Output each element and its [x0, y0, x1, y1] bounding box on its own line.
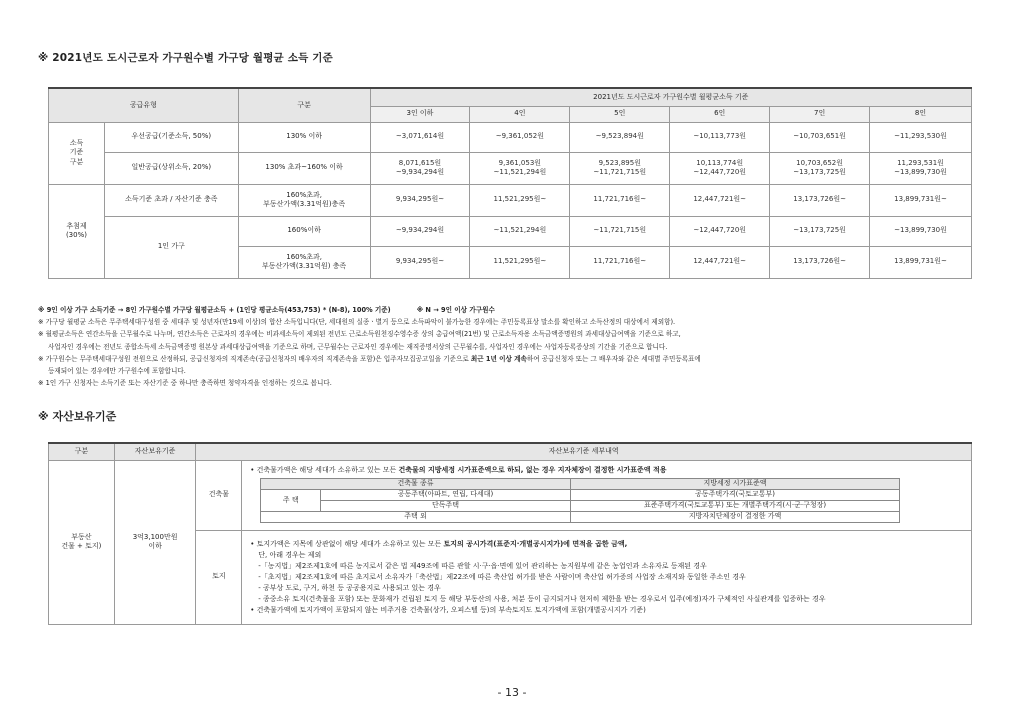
income-value-cell: 10,703,652원 ~13,173,725원 [770, 152, 870, 184]
income-value-cell: 11,293,531원 ~13,899,730원 [870, 152, 972, 184]
note-household-members [38, 353, 988, 365]
building-rule-bold: 건축물의 지방세정 시가표준액으로 하되, 없는 경우 지자체장이 결정한 시가표준액 적용 [398, 466, 667, 474]
land-exception-farmland: -「농지법」제2조제1호에 따른 농지로서 같은 법 제49조에 따른 관할 시·구·읍·면에 있어 관리하는 농지원부에 같은 농업인과 소유자로 등재된 경우 [258, 561, 707, 570]
header-size: 3인 이하 [370, 106, 470, 122]
land-label: 토지 [196, 530, 242, 624]
row-single2-cat: 160%초과, 부동산가액(3.31억원) 충족 [238, 246, 370, 278]
inner-house-label: 주 택 [261, 490, 321, 512]
group-special-label: 소득 기준 구분 [49, 122, 105, 184]
building-price-table [260, 478, 900, 523]
inner-header-type: 건축물 종류 [261, 479, 571, 490]
header-size: 6인 [670, 106, 770, 122]
income-notes [38, 304, 988, 389]
income-value-cell: ~3,071,614원 [370, 122, 470, 152]
income-value-cell: 13,173,726원~ [770, 246, 870, 278]
note-single-household: ※ 1인 가구 신청자는 소득기준 또는 자산기준 중 하나만 충족하면 청약자격을 인정하는 것으로 봅니다. [38, 379, 332, 388]
row-priority-cat: 130% 이하 [238, 122, 370, 152]
row-over-label: 소득기준 초과 / 자산기준 충족 [104, 184, 238, 216]
income-value-cell: 13,173,726원~ [770, 184, 870, 216]
income-value-cell: 12,447,721원~ [670, 246, 770, 278]
land-detail [242, 530, 972, 624]
note-ninth-formula: ※ 9인 이상 가구 소득기준 → 8인 가구원수별 가구당 월평균소득 + (1인당 평균소득(453,753) * (N-8), 100% 기준) [38, 306, 391, 314]
income-value-cell: ~13,899,730원 [870, 216, 972, 246]
income-value-cell: 9,361,053원 ~11,521,294원 [470, 152, 570, 184]
land-exception-public: - 공부상 도로, 구거, 하천 등 공공용지로 사용되고 있는 경우 [258, 583, 441, 592]
header-size: 5인 [570, 106, 670, 122]
income-value-cell: 9,523,895원 ~11,721,715원 [570, 152, 670, 184]
header-income-group: 2021년도 도시근로자 가구원수별 월평균소득 기준 [370, 88, 971, 106]
income-value-cell: 9,934,295원~ [370, 184, 470, 216]
income-value-cell: 13,899,731원~ [870, 246, 972, 278]
land-exception-grassland: -「초지법」제2조제1호에 따른 초지로서 소유자가「축산법」제22조에 따른 축산업 허가를 받은 사람이며 축산업 허가증의 사업장 소재지와 동일한 주소인 경우 [258, 572, 746, 581]
inner-row-price: 지방자치단체장이 결정한 가액 [570, 512, 899, 523]
land-exception-clan: - 종중소유 토지(건축물을 포함) 또는 문화재가 건립된 토지 등 해당 부동산의 사용, 처분 등이 금지되거나 현저히 제한을 받는 경우로서 입주(예정)자가 구체적인 사실관계를 입증하는 경우 [258, 594, 826, 603]
note-members-part1: ※ 가구원수는 무주택세대구성원 전원으로 산정하되, 공급신청자의 직계존속(공급신청자의 배우자의 직계존속을 포함)은 입주자모집공고일을 기준으로 [38, 354, 471, 363]
note-members-part2: 하여 공급신청자 또는 그 배우자와 같은 세대별 주민등록표에 [526, 354, 701, 363]
income-value-cell: ~12,447,720원 [670, 216, 770, 246]
inner-row-type: 공동주택(아파트, 연립, 다세대) [321, 490, 571, 501]
income-section-title: ※ 2021년도 도시근로자 가구원수별 가구당 월평균 소득 기준 [38, 52, 333, 64]
income-value-cell: 11,521,295원~ [470, 184, 570, 216]
note-monthly-income: ※ 월평균소득은 연간소득을 근무월수로 나누며, 연간소득은 근로자의 경우에는 비과세소득이 제외된 전년도 근로소득원천징수영수증 상의 총급여액(21번) 및 근로소득자용 소득금액증명원의 과세대상급여액을 기준으로 하고, [38, 330, 681, 339]
income-value-cell: ~10,703,651원 [770, 122, 870, 152]
income-value-cell: ~11,721,715원 [570, 216, 670, 246]
income-value-cell: ~10,113,773원 [670, 122, 770, 152]
row-general-label: 일반공급(상위소득, 20%) [104, 152, 238, 184]
note-ninth-person [38, 304, 988, 316]
row-over-cat: 160%초과, 부동산가액(3.31억원)충족 [238, 184, 370, 216]
inner-row-price: 공동주택가격(국토교통부) [570, 490, 899, 501]
inner-header-price: 지방세정 시가표준액 [570, 479, 899, 490]
asset-standard-value: 3억3,100만원 이하 [114, 460, 196, 624]
row-single1-cat: 160%이하 [238, 216, 370, 246]
note-monthly-income-cont: 사업자인 경우에는 전년도 종합소득세 소득금액증명 원본상 과세대상급여액을 기준으로 하며, 근무월수는 근로자인 경우에는 재직증명서상의 근무월수를, 사업자인 경우에는 사업자등록증상의 기간을 기준으로 합니다. [48, 342, 668, 351]
income-value-cell: 13,899,731원~ [870, 184, 972, 216]
land-exception-intro: 단, 아래 경우는 제외 [258, 550, 322, 559]
asset-header-category: 구분 [49, 443, 115, 460]
income-value-cell: 11,521,295원~ [470, 246, 570, 278]
income-value-cell: ~9,934,294원 [370, 216, 470, 246]
income-value-cell: ~11,293,530원 [870, 122, 972, 152]
header-size: 8인 [870, 106, 972, 122]
land-attached-rule: • 건축물가액에 토지가액이 포함되지 않는 비주거용 건축물(상가, 오피스텔 등)의 부속토지도 토지가액에 포함(개별공시지가 기준) [250, 605, 646, 614]
asset-standard-table [48, 442, 972, 625]
row-priority-label: 우선공급(기준소득, 50%) [104, 122, 238, 152]
group-lottery-label: 추첨제 (30%) [49, 184, 105, 278]
inner-row-type: 단독주택 [321, 501, 571, 512]
inner-row-price: 표준주택가격(국토교통부) 또는 개별주택가격(시·군·구청장) [570, 501, 899, 512]
income-value-cell: ~11,521,294원 [470, 216, 570, 246]
income-value-cell: 11,721,716원~ [570, 184, 670, 216]
header-size: 7인 [770, 106, 870, 122]
income-standard-table [48, 87, 972, 279]
header-category: 구분 [238, 88, 370, 122]
page-number: - 13 - [497, 686, 527, 699]
note-household-income: ※ 가구당 월평균 소득은 무주택세대구성원 중 세대주 및 성년자(만19세 이상)의 합산 소득입니다(단, 세대원의 실종ㆍ별거 등으로 소득파악이 불가능한 경우에는 주민등록표상 말소를 확인하고 소득산정의 대상에서 제외함). [38, 318, 676, 327]
single-household-label: 1인 가구 [104, 216, 238, 278]
land-rule-bold: 토지의 공시가격(표준지·개별공시지가)에 면적을 곱한 금액, [443, 539, 628, 548]
income-value-cell: ~9,361,052원 [470, 122, 570, 152]
asset-category-realestate: 부동산 건물 + 토지) [49, 460, 115, 624]
header-size: 4인 [470, 106, 570, 122]
asset-header-standard: 자산보유기준 [114, 443, 196, 460]
income-value-cell: ~13,173,725원 [770, 216, 870, 246]
building-rule-text: • 건축물가액은 해당 세대가 소유하고 있는 모든 [250, 466, 399, 474]
note-members-cont: 등재되어 있는 경우에만 가구원수에 포함합니다. [48, 367, 186, 376]
row-general-cat: 130% 초과~160% 이하 [238, 152, 370, 184]
note-n-definition: ※ N → 9인 이상 가구원수 [416, 306, 495, 314]
asset-section-title: ※ 자산보유기준 [38, 410, 117, 423]
income-value-cell: ~9,523,894원 [570, 122, 670, 152]
income-value-cell: 9,934,295원~ [370, 246, 470, 278]
note-members-bold: 최근 1년 이상 계속 [470, 354, 527, 363]
building-detail [242, 460, 972, 530]
income-value-cell: 10,113,774원 ~12,447,720원 [670, 152, 770, 184]
income-value-cell: 11,721,716원~ [570, 246, 670, 278]
header-supply-type: 공급유형 [49, 88, 239, 122]
inner-row-type: 주택 외 [261, 512, 571, 523]
land-rule [250, 539, 963, 550]
land-rule-text: • 토지가액은 지목에 상관없이 해당 세대가 소유하고 있는 모든 [250, 539, 444, 548]
income-value-cell: 12,447,721원~ [670, 184, 770, 216]
income-value-cell: 8,071,615원 ~9,934,294원 [370, 152, 470, 184]
building-rule [250, 465, 963, 476]
building-label: 건축물 [196, 460, 242, 530]
asset-header-detail: 자산보유기준 세부내역 [196, 443, 972, 460]
